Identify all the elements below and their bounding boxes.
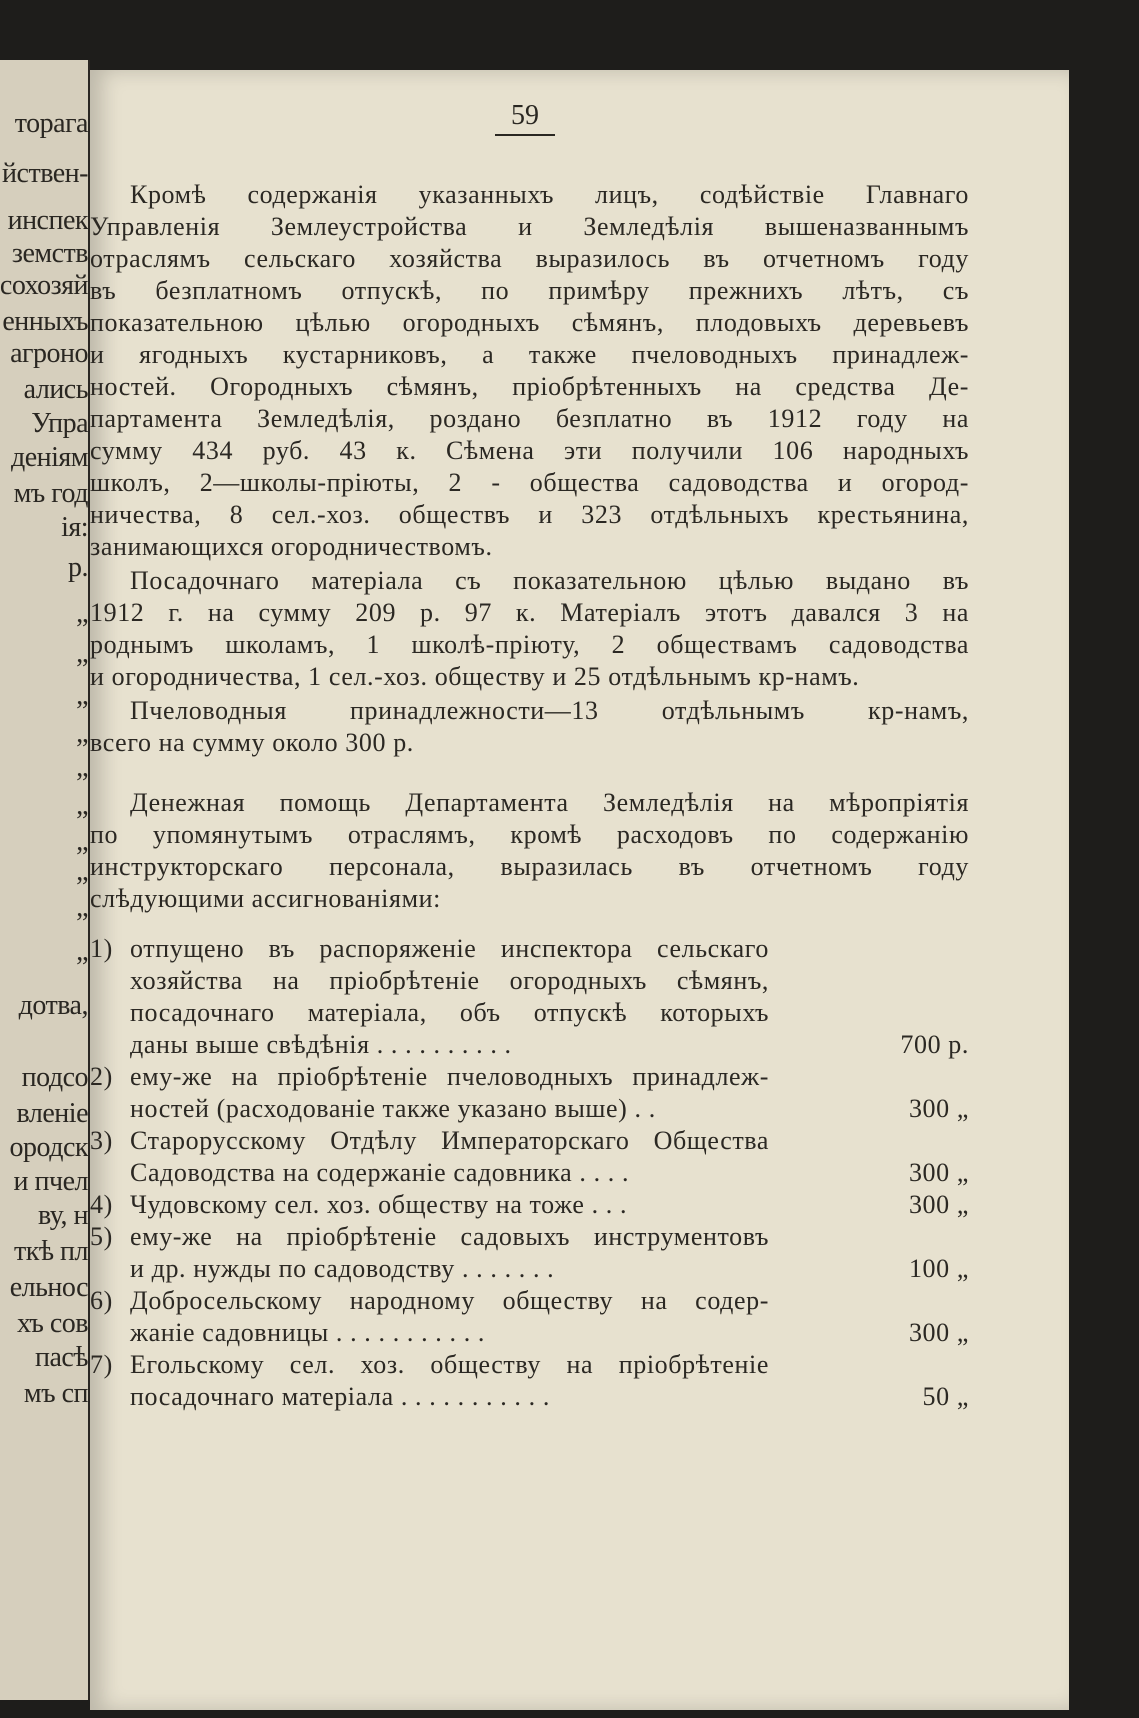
left-page-fragment: дотва,	[18, 990, 88, 1021]
left-page-fragment: „	[76, 790, 88, 821]
left-page-fragment: инспек	[7, 205, 88, 236]
left-page-fragment: енныхъ	[2, 306, 88, 337]
left-page-fragment: „	[76, 638, 88, 669]
item-text-line: посадочнаго матеріала, объ отпускѣ которыхъ	[130, 998, 769, 1027]
item-text-line: даны выше свѣдѣнія . . . . . . . . . .	[130, 1030, 512, 1059]
item-text-line: ему-же на пріобрѣтеніе пчеловодныхъ принадлеж-	[130, 1062, 769, 1091]
item-amount: 300 „	[908, 1158, 969, 1187]
left-page-fragment: агроно	[10, 338, 88, 369]
left-page-fragment: „	[76, 892, 88, 923]
item-number: 6)	[90, 1286, 113, 1315]
paragraph-line: школъ, 2—школы-пріюты, 2 - общества садоводства и огород-	[90, 468, 969, 497]
left-page-fragment: „	[76, 718, 88, 749]
left-page-fragment: „	[76, 936, 88, 967]
paragraph-line: Посадочнаго матеріала съ показательною цѣлью выдано въ	[130, 566, 969, 595]
left-page-fragment: вленіе	[16, 1098, 88, 1129]
item-number: 4)	[90, 1190, 113, 1219]
paragraph-line: занимающихся огородничествомъ.	[90, 532, 493, 561]
item-text-line: ему-же на пріобрѣтеніе садовыхъ инструментовъ	[130, 1222, 769, 1251]
left-page-fragment: ія:	[61, 512, 88, 543]
item-number: 7)	[90, 1350, 113, 1379]
left-page-fragment: пасѣ	[34, 1342, 88, 1373]
left-page-fragment: Упра	[31, 408, 88, 439]
page-number: 59	[495, 100, 555, 136]
left-page-fragment: мъ год	[13, 478, 88, 509]
item-text-line: Садоводства на содержаніе садовника . . . .	[130, 1158, 630, 1187]
item-amount: 100 „	[908, 1254, 969, 1283]
left-page-fragment: „	[76, 598, 88, 629]
left-page-fragment: йствен-	[2, 158, 88, 189]
left-page-fragment: „	[76, 680, 88, 711]
left-page-fragment: „	[76, 826, 88, 857]
left-page-fragment: подсо	[21, 1062, 88, 1093]
item-text-line: отпущено въ распоряженіе инспектора сельскаго	[130, 934, 769, 963]
paragraph-line: отраслямъ сельскаго хозяйства выразилось въ отчетномъ году	[90, 244, 969, 273]
left-page-fragment: „	[76, 856, 88, 887]
paragraph-line: партамента Земледѣлія, роздано безплатно въ 1912 году на	[90, 404, 969, 433]
paragraph-line: инструкторскаго персонала, выразилась въ отчетномъ году	[90, 852, 969, 881]
item-text-line: и др. нужды по садоводству . . . . . . .	[130, 1254, 555, 1283]
paragraph-line: и ягодныхъ кустарниковъ, а также пчеловодныхъ принадлеж-	[90, 340, 969, 369]
paragraph-line: ностей. Огородныхъ сѣмянъ, пріобрѣтенныхъ на средства Де-	[90, 372, 969, 401]
paragraph-line: сумму 434 руб. 43 к. Сѣмена эти получили 106 народныхъ	[90, 436, 969, 465]
item-text-line: ностей (расходованіе также указано выше) . .	[130, 1094, 656, 1123]
paragraph-line: всего на сумму около 300 р.	[90, 728, 414, 757]
paragraph-line: 1912 г. на сумму 209 р. 97 к. Матеріалъ этотъ давался 3 на	[90, 598, 969, 627]
left-page-fragment: земств	[11, 238, 88, 269]
item-text-line: Старорусскому Отдѣлу Императорскаго Общества	[130, 1126, 769, 1155]
item-amount: 300 „	[908, 1190, 969, 1219]
item-number: 3)	[90, 1126, 113, 1155]
paragraph-line: въ безплатномъ отпускѣ, по примѣру прежнихъ лѣтъ, съ	[90, 276, 969, 305]
paragraph-line: Пчеловодныя принадлежности—13 отдѣльнымъ кр-намъ,	[130, 696, 969, 725]
book-page	[90, 70, 1069, 1710]
item-text-line: Чудовскому сел. хоз. обществу на тоже . . .	[130, 1190, 628, 1219]
item-text-line: жаніе садовницы . . . . . . . . . . .	[130, 1318, 485, 1347]
left-page-fragment: хъ сов	[16, 1308, 88, 1339]
item-amount: 300 „	[908, 1094, 969, 1123]
left-page-fragment: и пчел	[13, 1166, 88, 1197]
left-page-fragment: ались	[23, 374, 88, 405]
left-page-fragment: деніям	[10, 442, 88, 473]
left-page-fragment: мъ сп	[23, 1378, 88, 1409]
item-text-line: Егольскому сел. хоз. обществу на пріобрѣтеніе	[130, 1350, 769, 1379]
item-amount: 700 р.	[900, 1030, 969, 1059]
left-page-fragment: ородск	[9, 1132, 88, 1163]
left-page-fragment: ву, н	[38, 1200, 88, 1231]
left-page-fragment: „	[76, 752, 88, 783]
left-page-fragment: ткѣ пл	[14, 1236, 88, 1267]
item-text-line: Добросельскому народному обществу на содер-	[130, 1286, 769, 1315]
item-number: 5)	[90, 1222, 113, 1251]
left-page-fragment: ельнос	[9, 1272, 88, 1303]
item-text-line: хозяйства на пріобрѣтеніе огородныхъ сѣмянъ,	[130, 966, 769, 995]
left-page-fragment: р.	[68, 552, 88, 583]
paragraph-line: и огородничества, 1 сел.-хоз. обществу и 25 отдѣльнымъ кр-намъ.	[90, 662, 860, 691]
paragraph-line: показательною цѣлью огородныхъ сѣмянъ, плодовыхъ деревьевъ	[90, 308, 969, 337]
item-number: 2)	[90, 1062, 113, 1091]
paragraph-line: роднымъ школамъ, 1 школѣ-пріюту, 2 обществамъ садоводства	[90, 630, 969, 659]
paragraph-line: по упомянутымъ отраслямъ, кромѣ расходовъ по содержанію	[90, 820, 969, 849]
item-amount: 300 „	[908, 1318, 969, 1347]
paragraph-line: ничества, 8 сел.-хоз. обществъ и 323 отдѣльныхъ крестьянина,	[90, 500, 969, 529]
item-number: 1)	[90, 934, 113, 963]
paragraph-line: Денежная помощь Департамента Земледѣлія на мѣропріятія	[130, 788, 969, 817]
left-page-fragment: сохозяй	[0, 270, 88, 301]
left-page-fragment: торага	[14, 108, 88, 139]
paragraph-line: слѣдующими ассигнованіями:	[90, 884, 441, 913]
item-text-line: посадочнаго матеріала . . . . . . . . . . .	[130, 1382, 550, 1411]
paragraph-line: Управленія Землеустройства и Земледѣлія вышеназваннымъ	[90, 212, 969, 241]
paragraph-line: Кромѣ содержанія указанныхъ лицъ, содѣйствіе Главнаго	[130, 180, 969, 209]
item-amount: 50 „	[922, 1382, 969, 1411]
adjacent-left-page	[0, 60, 90, 1700]
